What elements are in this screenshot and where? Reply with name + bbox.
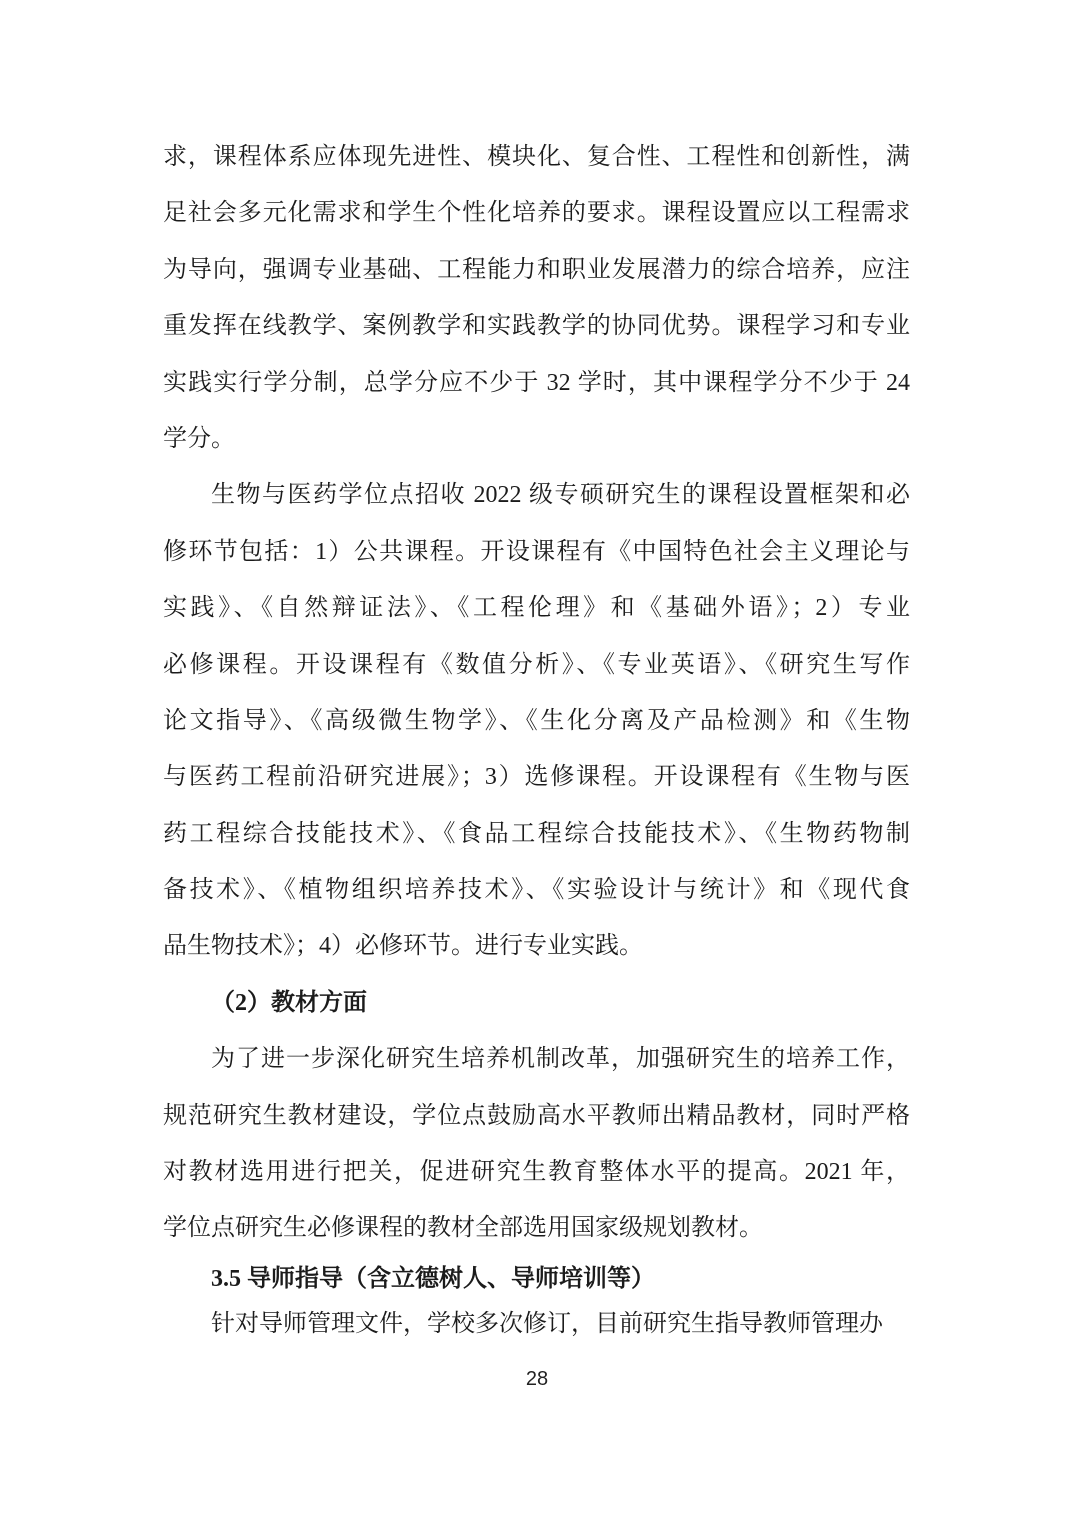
text-line: 规范研究生教材建设，学位点鼓励高水平教师出精品教材，同时严格: [163, 1102, 910, 1129]
text-line: 学分。: [163, 425, 235, 452]
subsection-heading-textbooks: （2）教材方面: [211, 989, 367, 1016]
text-line: 为导向，强调专业基础、工程能力和职业发展潜力的综合培养，应注: [163, 256, 910, 283]
text-line: 修环节包括：1）公共课程。开设课程有《中国特色社会主义理论与: [163, 538, 910, 565]
text-line: 生物与医药学位点招收 2022 级专硕研究生的课程设置框架和必: [211, 482, 910, 509]
page-number: 28: [525, 1368, 549, 1390]
text-line: 求，课程体系应体现先进性、模块化、复合性、工程性和创新性，满: [163, 144, 910, 170]
text-line: 必修课程。开设课程有《数值分析》、《专业英语》、《研究生写作: [163, 651, 910, 678]
text-line: 品生物技术》；4）必修环节。进行专业实践。: [163, 933, 643, 960]
text-line: 重发挥在线教学、案例教学和实践教学的协同优势。课程学习和专业: [163, 313, 910, 340]
text-line: 药工程综合技能技术》、《食品工程综合技能技术》、《生物药物制: [163, 820, 910, 847]
text-line: 针对导师管理文件，学校多次修订，目前研究生指导教师管理办: [211, 1310, 883, 1337]
text-line: 为了进一步深化研究生培养机制改革，加强研究生的培养工作，: [211, 1046, 910, 1073]
text-line: 足社会多元化需求和学生个性化培养的要求。课程设置应以工程需求: [163, 200, 910, 227]
text-line: 实践实行学分制，总学分应不少于 32 学时，其中课程学分不少于 24: [163, 369, 910, 396]
text-line: 备技术》、《植物组织培养技术》、《实验设计与统计》和《现代食: [163, 877, 910, 904]
text-line: 学位点研究生必修课程的教材全部选用国家级规划教材。: [163, 1215, 763, 1242]
text-line: 与医药工程前沿研究进展》；3）选修课程。开设课程有《生物与医: [163, 764, 910, 791]
section-heading-3-5: 3.5 导师指导（含立德树人、导师培训等）: [211, 1265, 655, 1292]
text-line: 实践》、《自然辩证法》、《工程伦理》和《基础外语》；2）专业: [163, 595, 910, 622]
document-body: [163, 129, 910, 1347]
text-line: 论文指导》、《高级微生物学》、《生化分离及产品检测》和《生物: [163, 707, 910, 734]
text-line: 对教材选用进行把关，促进研究生教育整体水平的提高。2021 年，: [163, 1159, 910, 1186]
